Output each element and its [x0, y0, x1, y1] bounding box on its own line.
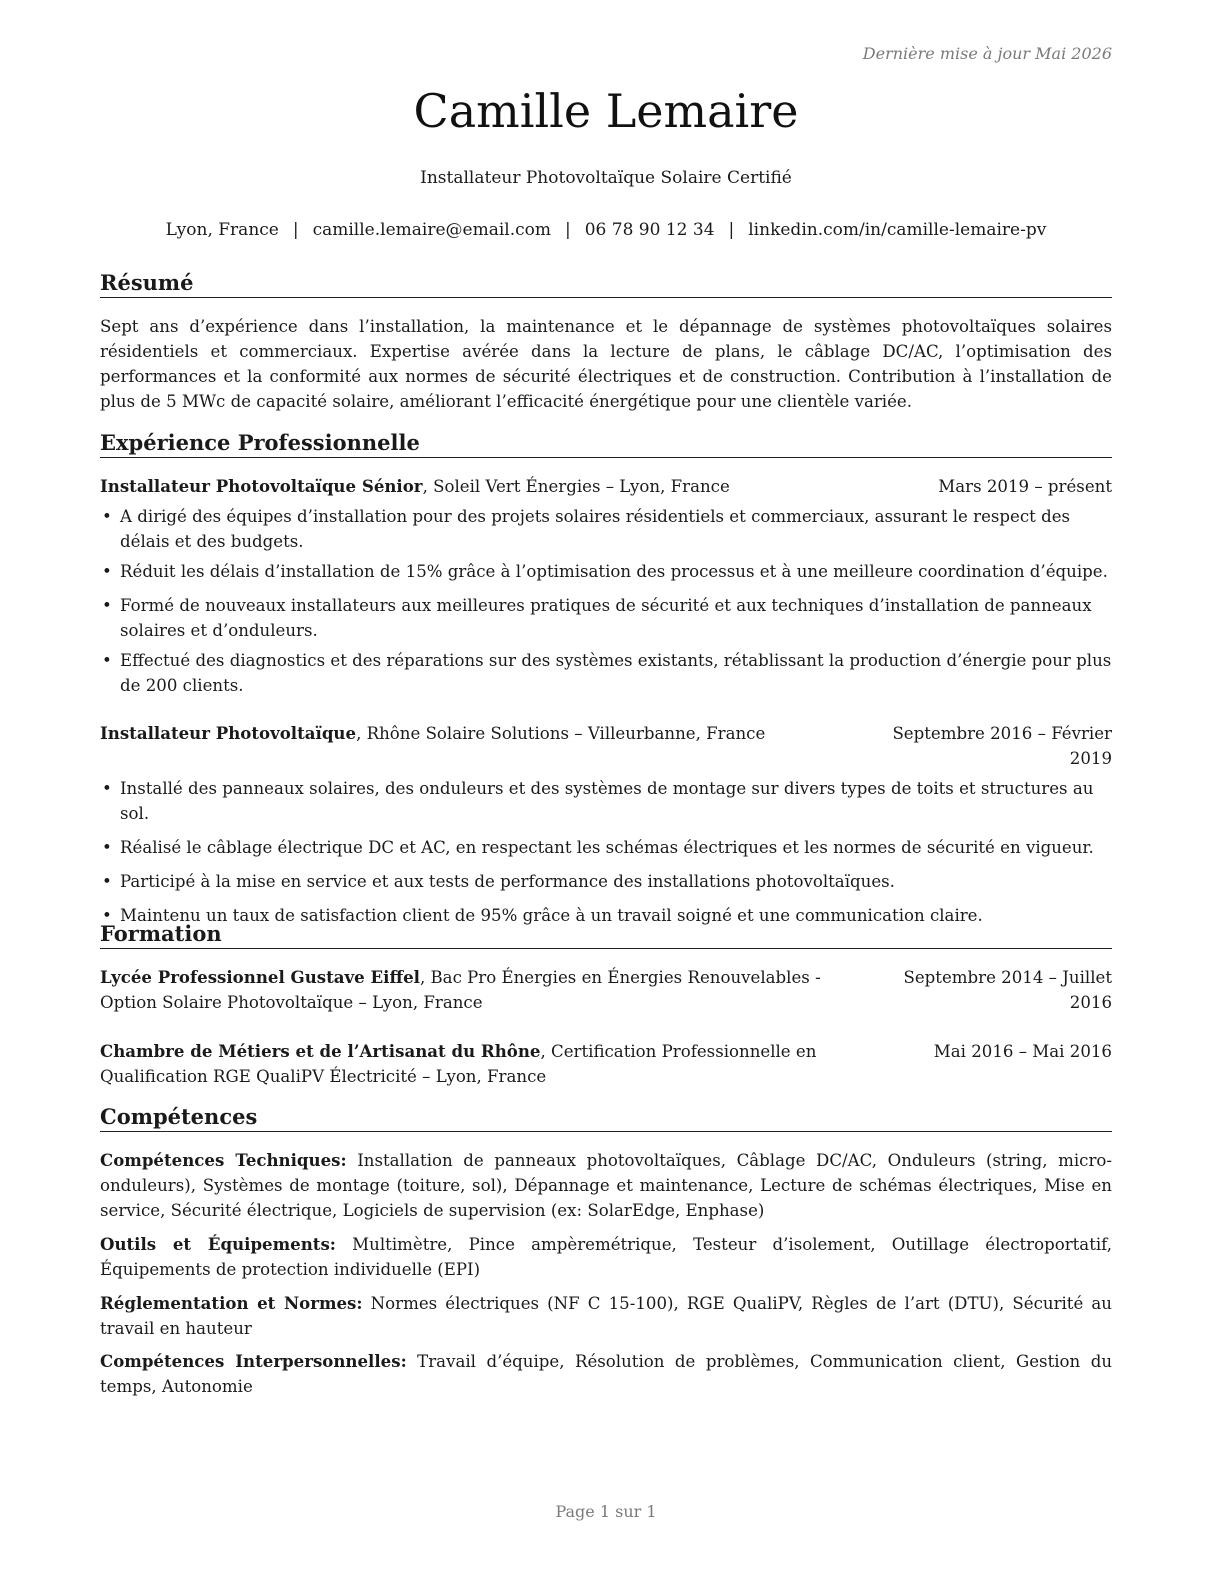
skill-label: Outils et Équipements: — [100, 1234, 336, 1254]
resume-page — [100, 0, 1112, 1584]
skill-text: Travail d’équipe, Résolution de problèmes, Communication client, Gestion du temps, Autonomie — [100, 1352, 1113, 1396]
contact-email[interactable]: camille.lemaire@email.com — [312, 220, 551, 240]
education-dates: Septembre 2014 – Juillet 2016 — [903, 968, 1112, 1012]
education-info — [100, 965, 860, 1015]
job-company: , Soleil Vert Énergies – Lyon, France — [422, 477, 730, 496]
job-dates: Septembre 2016 – Février 2019 — [892, 724, 1112, 768]
bullet-item: • Formé de nouveaux installateurs aux meilleures pratiques de sécurité et aux techniques d’installation de panneaux solaires et d’onduleurs. — [100, 593, 1116, 643]
job-bullets — [100, 776, 1116, 928]
candidate-name: Camille Lemaire — [413, 84, 799, 138]
bullet-item: • A dirigé des équipes d’installation pour des projets solaires résidentiels et commerciaux, assurant le respect des délais et des budgets. — [100, 504, 1116, 554]
school-name: Chambre de Métiers et de l’Artisanat du Rhône — [100, 1041, 541, 1061]
job-info — [100, 474, 730, 499]
section-title-experience: Expérience Professionnelle — [100, 430, 1112, 458]
section-title-education: Formation — [100, 921, 1112, 949]
education-detail: , Bac Pro Énergies en Énergies Renouvelables - Option Solaire Photovoltaïque – Lyon, France — [100, 968, 821, 1012]
school-name: Lycée Professionnel Gustave Eiffel — [100, 967, 420, 987]
skill-text: Multimètre, Pince ampèremétrique, Testeur d’isolement, Outillage électroportatif, Équipements de protection individuelle (EPI) — [100, 1235, 1112, 1279]
separator: | — [292, 220, 299, 240]
skill-group — [100, 1232, 1112, 1282]
skill-group — [100, 1148, 1112, 1223]
job-info — [100, 721, 765, 746]
skill-group — [100, 1291, 1112, 1341]
separator: | — [728, 220, 735, 240]
bullet-item: • Participé à la mise en service et aux tests de performance des installations photovoltaïques. — [100, 869, 1116, 894]
section-title-summary: Résumé — [100, 270, 1112, 298]
education-detail: , Certification Professionnelle en Qualification RGE QualiPV Électricité – Lyon, France — [100, 1042, 817, 1086]
skill-label: Compétences Techniques: — [100, 1150, 347, 1170]
skill-text: Normes électriques (NF C 15-100), RGE QualiPV, Règles de l’art (DTU), Sécurité au travail en hauteur — [100, 1294, 1112, 1338]
job-bullets — [100, 504, 1116, 698]
last-updated: Dernière mise à jour Mai 2026 — [862, 44, 1112, 63]
contact-line — [80, 220, 1132, 240]
contact-location: Lyon, France — [165, 220, 279, 240]
contact-linkedin[interactable]: linkedin.com/in/camille-lemaire-pv — [748, 220, 1047, 240]
bullet-item: • Effectué des diagnostics et des réparations sur des systèmes existants, rétablissant la production d’énergie pour plus de 200 clients. — [100, 648, 1116, 698]
contact-phone: 06 78 90 12 34 — [584, 220, 715, 240]
bullet-item: • Réduit les délais d’installation de 15% grâce à l’optimisation des processus et à une meilleure coordination d’équipe. — [100, 559, 1116, 584]
summary-text: Sept ans d’expérience dans l’installation, la maintenance et le dépannage de systèmes photovoltaïques solaires résidentiels et commerciaux. Expertise avérée dans la lecture de plans, le câblage DC/AC, l’optimisation des performances et la conformité aux normes de sécurité électriques et de construction. Contribution à l’installation de plus de 5 MWc de capacité solaire, améliorant l’efficacité énergétique pour une clientèle variée. — [100, 317, 1112, 411]
bullet-item: • Installé des panneaux solaires, des onduleurs et des systèmes de montage sur divers types de toits et structures au sol. — [100, 776, 1116, 826]
job-role: Installateur Photovoltaïque — [100, 723, 357, 743]
bullet-item: • Maintenu un taux de satisfaction client de 95% grâce à un travail soigné et une communication claire. — [100, 903, 1116, 928]
bullet-item: • Réalisé le câblage électrique DC et AC, en respectant les schémas électriques et les normes de sécurité en vigueur. — [100, 835, 1116, 860]
skill-label: Compétences Interpersonnelles: — [100, 1351, 407, 1371]
skill-group — [100, 1349, 1112, 1399]
separator: | — [565, 220, 571, 240]
job-role: Installateur Photovoltaïque Sénior — [100, 476, 423, 496]
skill-label: Réglementation et Normes: — [100, 1293, 363, 1313]
job-company: , Rhône Solaire Solutions – Villeurbanne, France — [356, 724, 766, 743]
education-info — [100, 1039, 880, 1089]
skill-text: Installation de panneaux photovoltaïques, Câblage DC/AC, Onduleurs (string, micro-onduleurs), Systèmes de montage (toiture, sol), Dépannage et maintenance, Lecture de schémas électriques, Mise en service, Sécurité électrique, Logiciels de supervision (ex: SolarEdge, Enphase) — [100, 1151, 1112, 1220]
section-title-skills: Compétences — [100, 1104, 1112, 1132]
page-number: Page 1 sur 1 — [555, 1502, 657, 1521]
education-dates: Mai 2016 – Mai 2016 — [933, 1042, 1112, 1061]
job-dates: Mars 2019 – présent — [938, 477, 1112, 496]
job-title: Installateur Photovoltaïque Solaire Certifié — [420, 168, 792, 188]
